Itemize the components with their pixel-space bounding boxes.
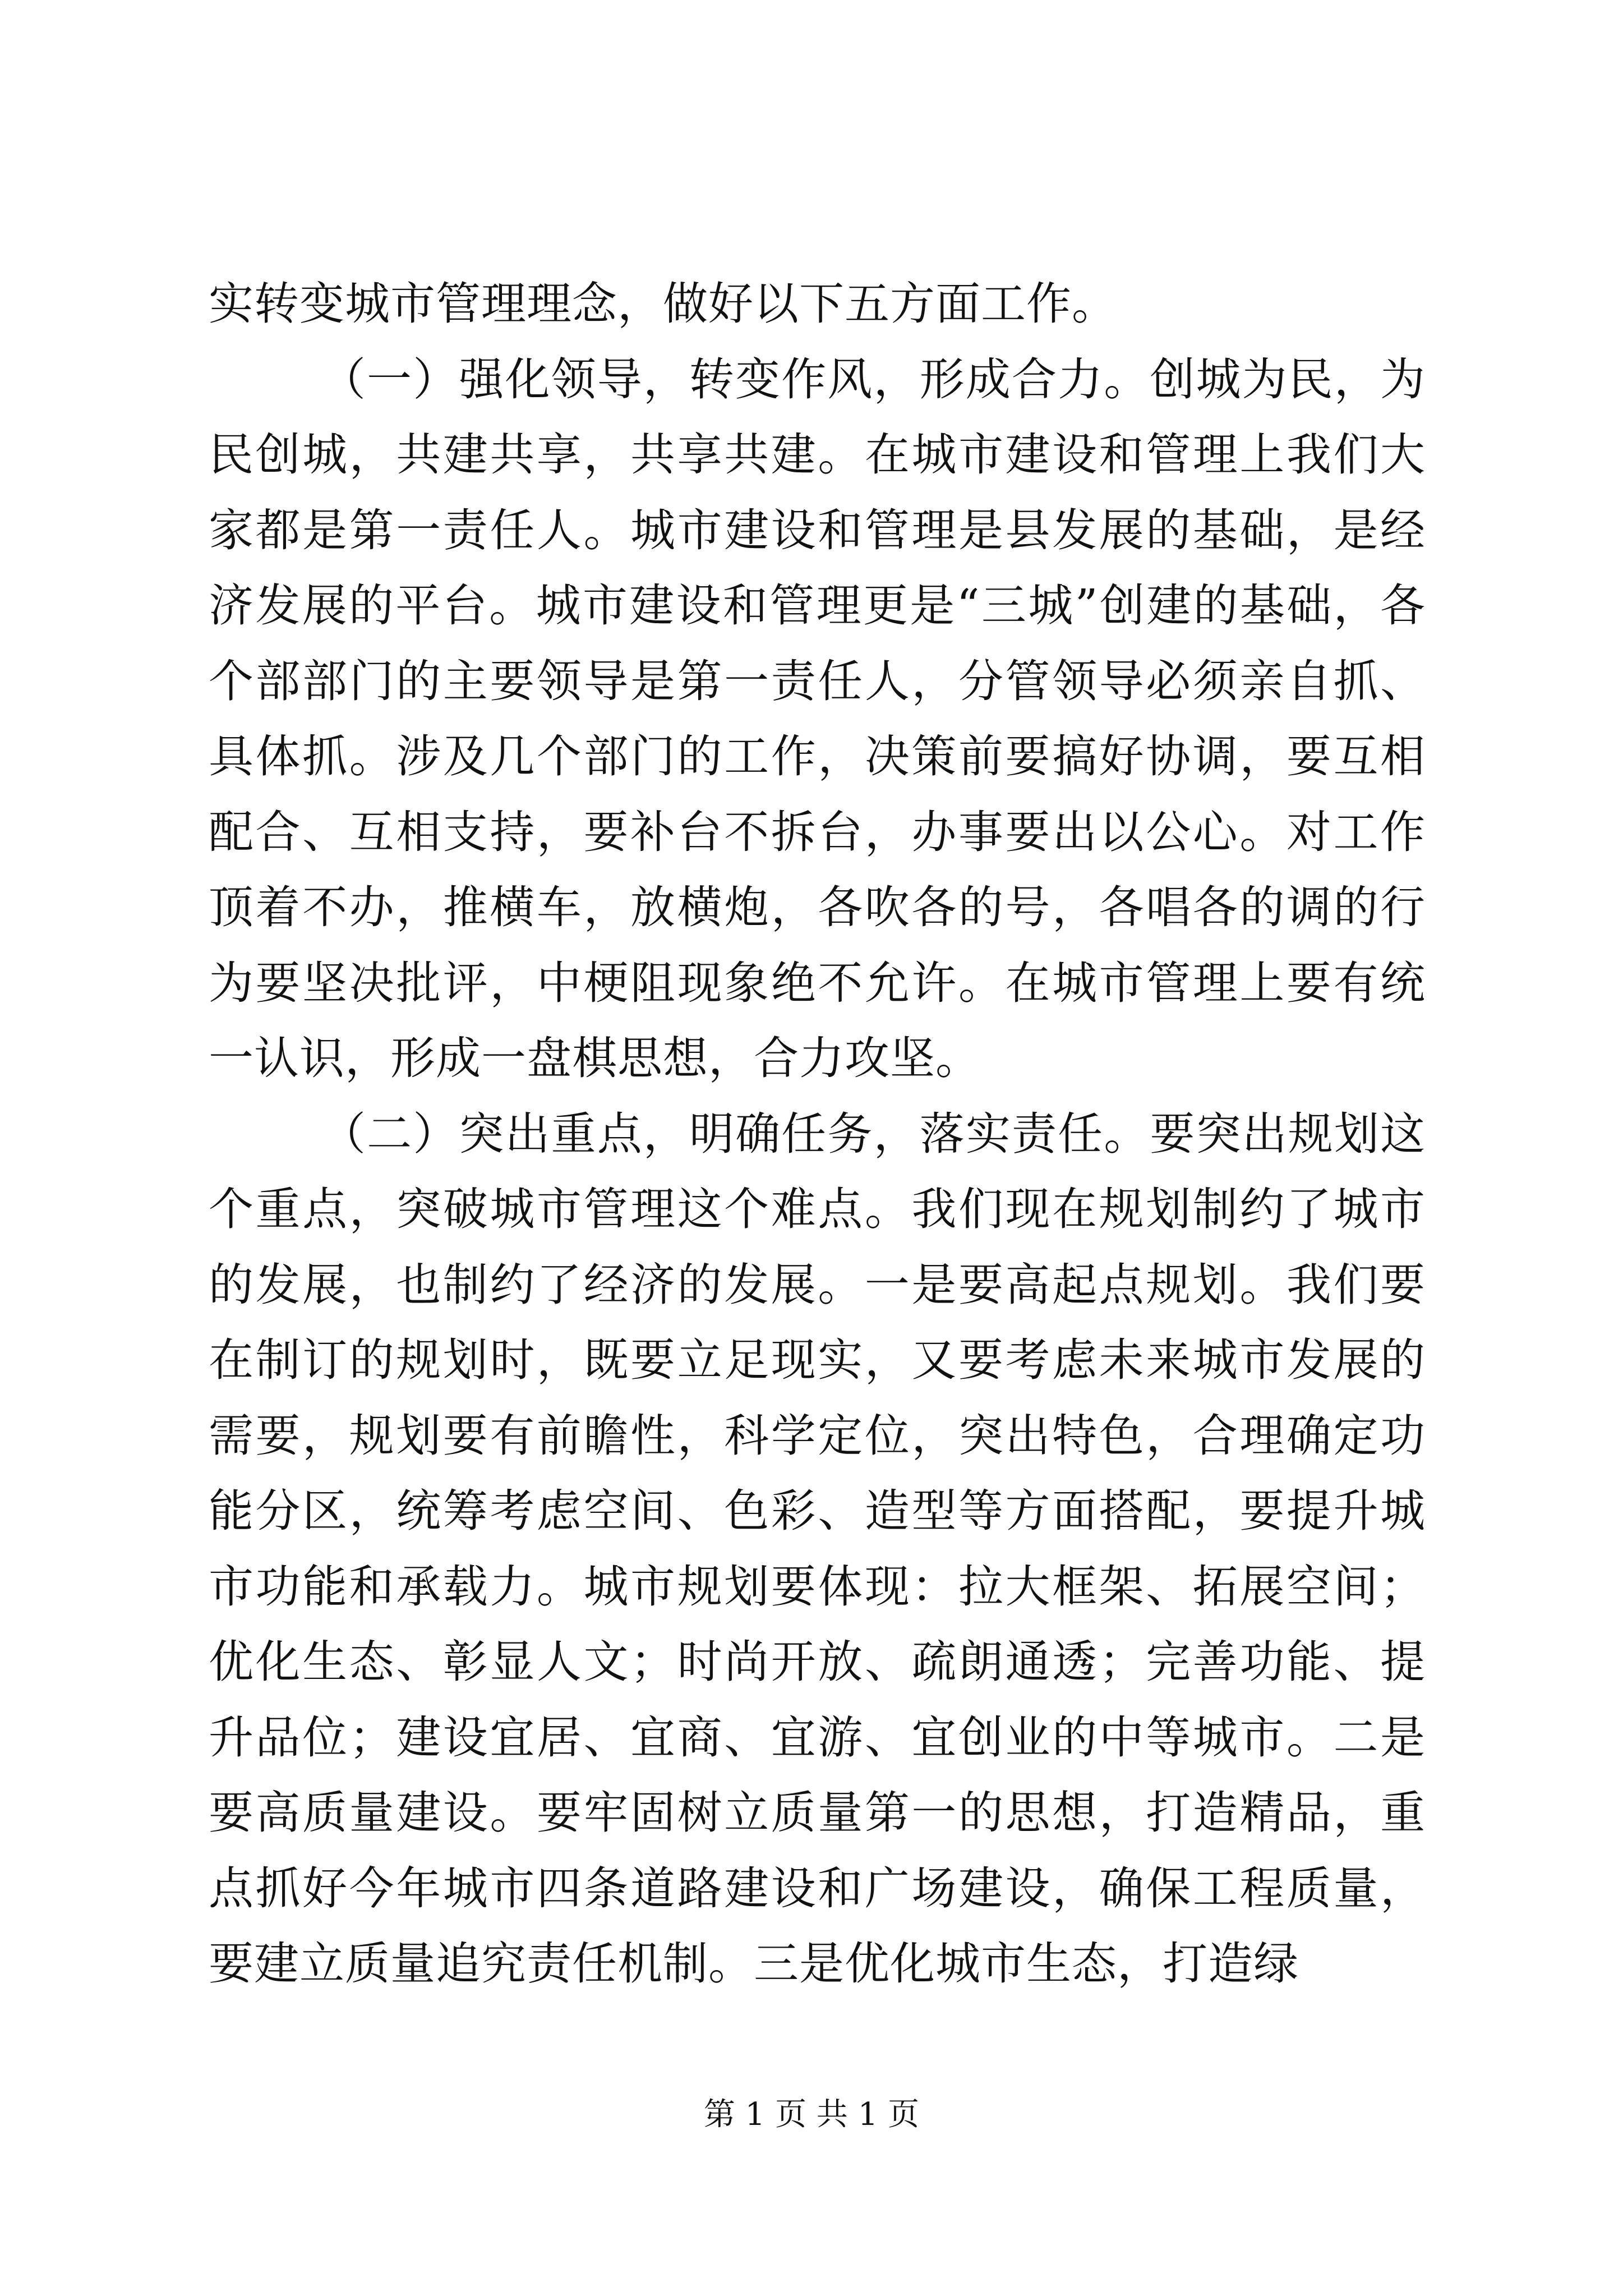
paragraph-section-one: （一）强化领导，转变作风，形成合力。创城为民，为民创城，共建共享，共享共建。在城市建设和管理上我们大家都是第一责任人。城市建设和管理是县发展的基础，是经济发展的平台。城市建设和管理更是“三城”创建的基础，各个部部门的主要领导是第一责任人，分管领导必须亲自抓、具体抓。涉及几个部门的工作，决策前要搞好协调，要互相配合、互相支持，要补台不拆台，办事要出以公心。对工作顶着不办，推横车，放横炮，各吹各的号，各唱各的调的行为要坚决批评，中梗阻现象绝不允许。在城市管理上要有统一认识，形成一盘棋思想，合力攻坚。 bbox=[209, 353, 1426, 1084]
paragraph-intro: 实转变城市管理理念，做好以下五方面工作。 bbox=[209, 278, 1117, 330]
document-body bbox=[209, 266, 1426, 2002]
page-footer: 第 1 页 共 1 页 bbox=[703, 2096, 920, 2133]
paragraph-section-two: （二）突出重点，明确任务，落实责任。要突出规划这个重点，突破城市管理这个难点。我们现在规划制约了城市的发展，也制约了经济的发展。一是要高起点规划。我们要在制订的规划时，既要立足现实，又要考虑未来城市发展的需要，规划要有前瞻性，科学定位，突出特色，合理确定功能分区，统筹考虑空间、色彩、造型等方面搭配，要提升城市功能和承载力。城市规划要体现：拉大框架、拓展空间；优化生态、彰显人文；时尚开放、疏朗通透；完善功能、提升品位；建设宜居、宜商、宜游、宜创业的中等城市。二是要高质量建设。要牢固树立质量第一的思想，打造精品，重点抓好今年城市四条道路建设和广场建设，确保工程质量，要建立质量追究责任机制。三是优化城市生态，打造绿 bbox=[209, 1107, 1426, 1990]
